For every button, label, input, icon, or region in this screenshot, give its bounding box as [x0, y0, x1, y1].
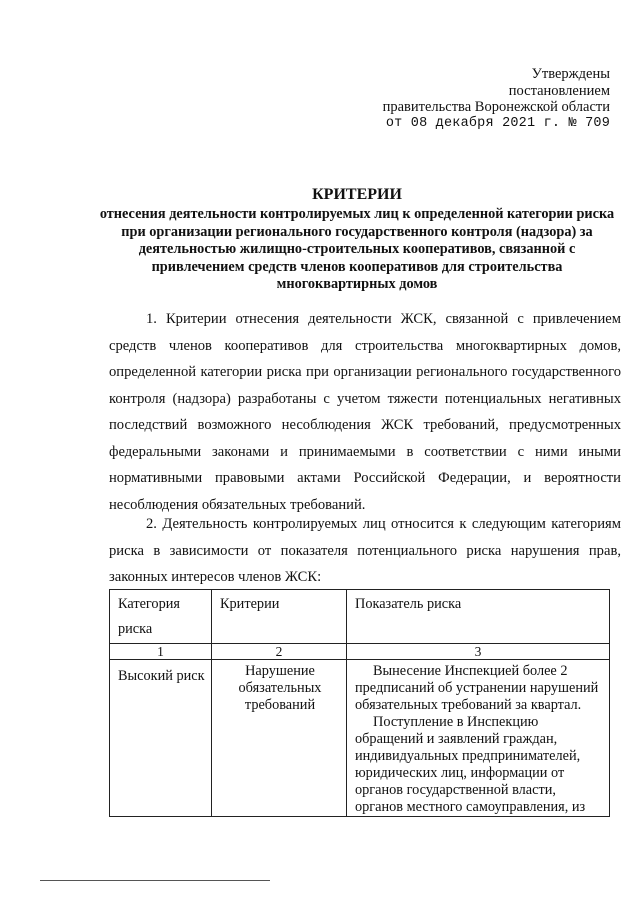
title-main: КРИТЕРИИ: [312, 186, 402, 203]
header-indicator: Показатель риска: [347, 590, 610, 644]
indicator-text-1: Вынесение Инспекцией более 2 предписаний об устранении нарушений обязательных требований за квартал.: [355, 663, 599, 713]
footer-divider: [40, 880, 270, 881]
header-category: Категория риска: [110, 590, 212, 644]
column-number-1: 1: [110, 644, 212, 660]
cell-indicator: [347, 660, 610, 817]
document-title: [96, 185, 618, 294]
cell-category: [110, 660, 212, 817]
approval-line-resolution: постановлением: [508, 82, 610, 99]
approval-line-date-number: от 08 декабря 2021 г. № 709: [385, 115, 610, 131]
risk-table: [109, 589, 610, 817]
title-subtitle: отнесения деятельности контролируемых лиц к определенной категории риска при организации регионального государственного контроля (надзора) за деятельностью жилищно-строительных кооперативов, связанной с привлечением средств членов кооперативов для строительства многоквартирных домов: [99, 206, 615, 293]
header-criteria: Критерии: [212, 590, 347, 644]
indicator-text-2: Поступление в Инспекцию обращений и заявлений граждан, индивидуальных предпринимателей, юридических лиц, информации от органов государственной власти, органов местного самоуправления, из: [355, 714, 586, 815]
risk-category-label: Высокий риск: [118, 668, 205, 684]
approval-block: [383, 66, 610, 132]
criteria-text: Нарушение обязательных требований: [238, 663, 322, 713]
column-number-2: 2: [212, 644, 347, 660]
table-header-row: [110, 590, 610, 644]
paragraph-1: 1. Критерии отнесения деятельности ЖСК, связанной с привлечением средств членов кооперативов для строительства многоквартирных домов, определенной категории риска при организации регионального государственного контроля (надзора) разработаны с учетом тяжести потенциальных негативных последствий возможного несоблюдения ЖСК требований, предусмотренных федеральными законами и принимаемыми в соответствии с ними иными нормативными правовыми актами Российской Федерации, и вероятности несоблюдения обязательных требований.: [109, 311, 621, 513]
table-number-row: [110, 644, 610, 660]
table-row: [110, 660, 610, 817]
column-number-3: 3: [347, 644, 610, 660]
paragraph-2: 2. Деятельность контролируемых лиц относится к следующим категориям риска в зависимости от показателя потенциального риска нарушения прав, законных интересов членов ЖСК:: [109, 516, 621, 585]
approval-line-approved: Утверждены: [531, 66, 610, 82]
cell-criteria: [212, 660, 347, 817]
approval-line-government: правительства Воронежской области: [382, 99, 610, 115]
